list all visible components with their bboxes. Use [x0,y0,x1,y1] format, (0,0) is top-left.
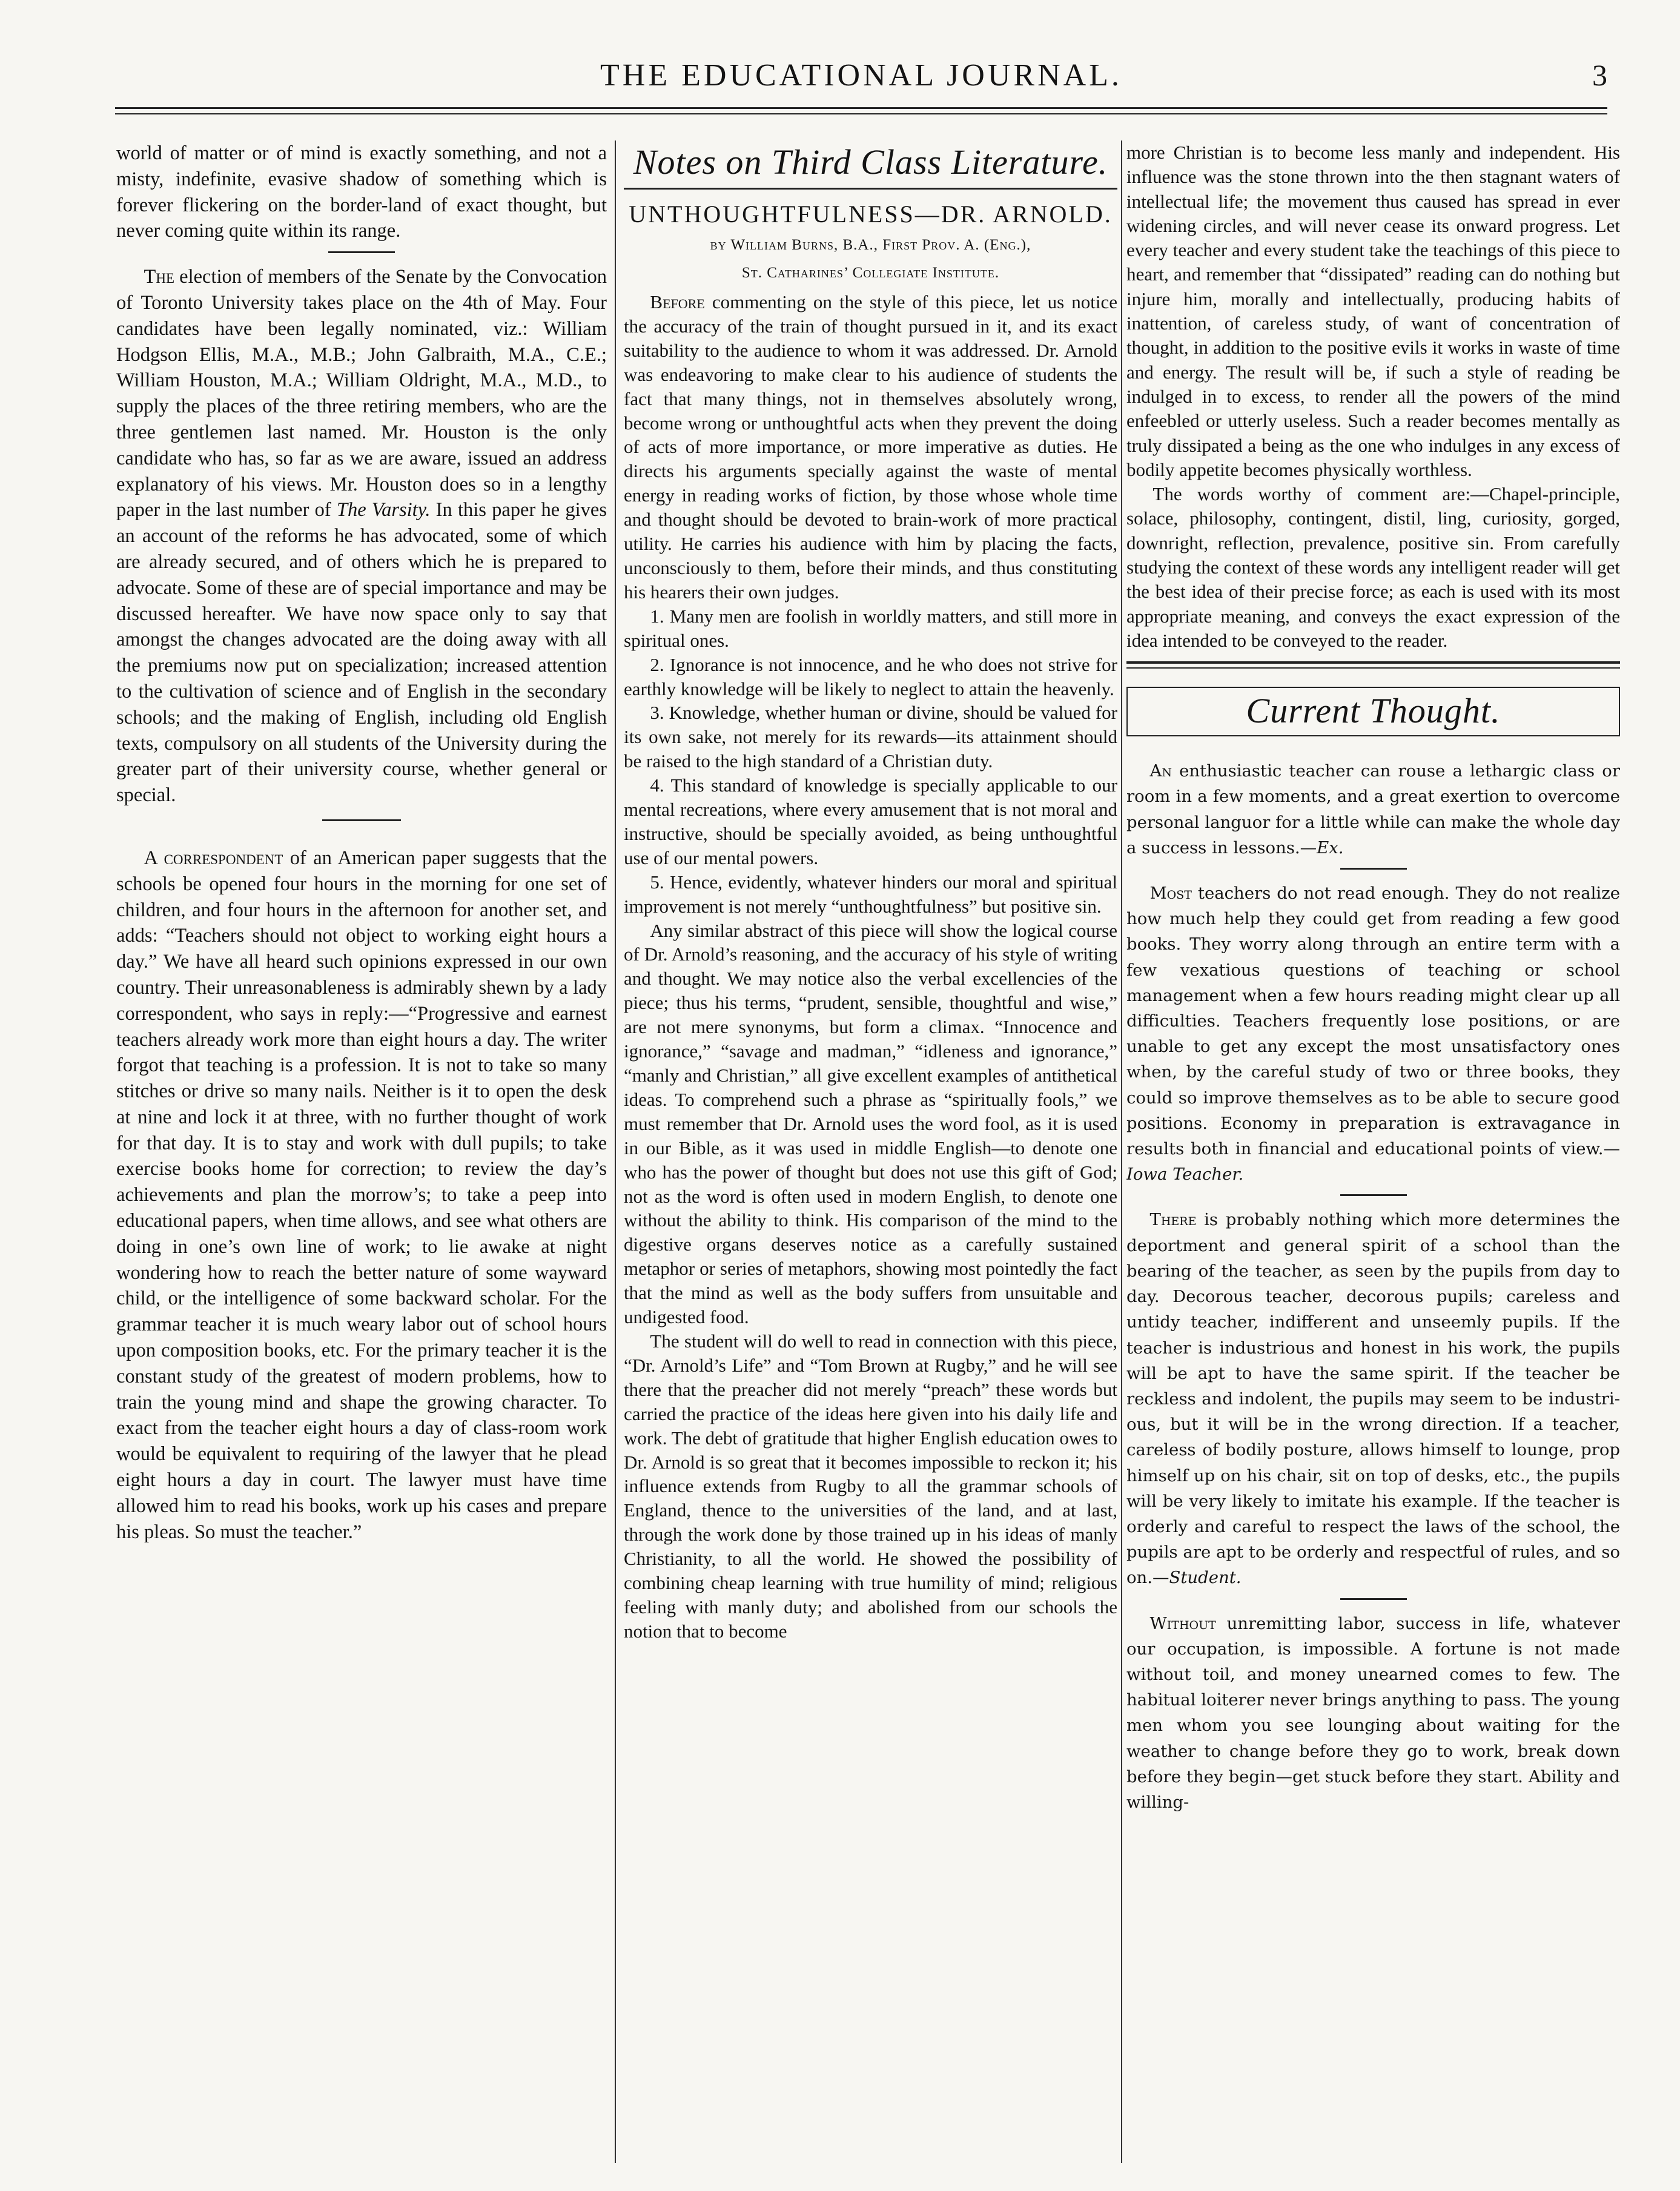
lead-word: Without [1149,1613,1216,1633]
column-right [1126,140,1620,2163]
section-title: Notes on Third Class Literature. [633,142,1108,182]
column-middle [624,140,1117,2163]
journal-title: THE EDUCATIONAL JOURNAL. [600,58,1122,93]
byline-institution: St. Catharines’ Collegiate Institute. [741,265,1000,281]
paragraph: The student will do well to read in connection with this piece, “Dr. Arnold’s Life” and “Tom Brown at Rugby,” and he will see there that the preacher did not merely “preach” these words but carried the practice of the ideas here given into his daily life and work. The debt of gratitude that higher English education owes to Dr. Arnold is so great that it becomes impossible to reckon it; his influence extends from Rugby to all the grammar schools of England, thence to the universities of the land, and at last, through the work done by those trained up in his ideas of manly Christianity, to all the world. He showed the possibility of combining cheap learning with true humility of mind; religious feeling with manly duty; and abolished from our schools the notion that to become [624,1330,1117,1642]
lead-word: An [1149,761,1172,781]
quote-item [1126,1207,1620,1590]
paragraph-text: election of members of the Senate by the Convocation of Toronto University takes place on the 4th of May. Four candidates have been legally nominated, viz.: William Hodgson Ellis, M.A., M.B.; John Galbraith, M.A., C.E.; William Houston, M.A.; William Oldright, M.A., M.D., to supply the places of the three retiring members, who are the three gentlemen last named. Mr. Houston is the only candidate who has, so far as we are aware, issued an address explanatory of his views. Mr. Houston does so in a lengthy paper in the last number of [116,266,607,521]
quote-item [1126,758,1620,861]
paragraph: world of matter or of mind is exactly something, and not a misty, indefinite, evasive shadow of something which is forever flickering on the border-land of exact thought, but never coming quite within its range. [116,142,607,242]
paragraph: more Christian is to become less manly and independent. His influence was the stone thrown into the then stagnant waters of intellectual life; the movement thus caused has spread in ever widening circles, and will never cease its onward progress. Let every teacher and every student take the teachings of this piece to heart, and remember that “dissipated” reading can do nothing but injure him, morally and intellectually, producing habits of inattention, of careless study, of want of concentration of thought, in addition to the positive evils it works in waste of time and energy. The result will be, if such a style of reading be indulged in to excess, to render all the powers of the mind enfeebled or utterly useless. Such a reader becomes mentally as truly dissipated a being as the one who indulges in any excess of bodily appetite becomes physically worthless. [1126,142,1620,480]
list-item: 4. This standard of knowledge is specially applicable to our mental recreations, where every amusement that is not moral and instructive, should be specially avoided, as being unthoughtful use of our mental powers. [624,775,1117,868]
paragraph-text: of an American paper suggests that the schools be opened four hours in the morning for one set of children, and four hours in the afternoon for another set, and adds: “Teachers should not object to working eight hours a day.” We have all heard such opinions expressed in our own country. Their unreasonableness is admirably shewn by a lady correspondent, who says in reply:—“Progressive and earnest teachers already work more than eight hours a day. The writer forgot that teaching is a profession. It is not to take so many stitches or drive so many nails. Neither is it to open the desk at nine and lock it at three, with no further thought of work for that day. It is to stay and work with dull pupils; to take exercise books home for correction; to review the day’s achievements and plan the morrow’s; to take a peep into educational papers, when time allows, and see what others are doing in one’s own line of work; to lie awake at night wondering how to reach the better nature of some wayward child, or the intelligence of some backward scholar. For the grammar teacher it is much weary labor out of school hours upon composition books, etc. For the primary teacher it is the constant study of the greatest of modern problems, how to train the young mind and shape the growing character. To exact from the teacher eight hours a day of class-room work would be equivalent to requiring of the lawyer that he plead eight hours a day in court. The lawyer must have time allowed him to read his books, work up his cases and prepare his pleas. So must the teacher.” [116,847,607,1543]
page-header [115,58,1607,118]
paragraph-correspondent [116,845,607,1545]
column-divider [1121,140,1122,2163]
header-rule-thin [115,113,1607,114]
column-divider [615,140,616,2163]
section-title-box [1126,687,1620,736]
separator-rule [1340,1598,1407,1600]
paragraph: The words worthy of comment are:—Chapel-principle, solace, philosophy, contingent, distil, ling, curiosity, gorged, downright, reflection, prevalence, positive sin. From carefully studying the context of these words any intelligent reader will get the best idea of their precise force; as each is used with its most appropriate meaning, and conveys the exact expression of the idea intended to be conveyed to the reader. [1126,483,1620,651]
section-rule-thin [1126,667,1620,669]
lead-word: Most [1149,884,1192,904]
lead-word: There [1149,1210,1197,1230]
quote-source: Iowa Teacher. [1126,1165,1244,1185]
quote-item [1126,1611,1620,1816]
article-subtitle: UNTHOUGHTFULNESS—DR. ARNOLD. [629,200,1113,228]
quote-item [1126,881,1620,1187]
header-rule [115,107,1607,109]
lead-word: Before [650,291,705,312]
page-number: 3 [1592,58,1607,92]
paragraph-senate-election [116,264,607,808]
section-title: Current Thought. [1246,691,1501,731]
quote-text: enthusiastic teacher can rouse a lethargic class or room in a few moments, and a great exertion to overcome personal languor for a little while can make the whole day a success in lessons.— [1126,761,1620,858]
quote-source: Ex. [1317,838,1344,858]
current-thought-body [1126,758,1620,1815]
section-rule [1126,661,1620,664]
quote-text: teachers do not read enough. They do not realize how much help they could get from reading a few good books. They worry along through an entire term with a few vexatious questions of teaching or school management when a few hours reading might clear up all difficulties. Teachers frequently lose positions, or are unable to get any except the most unsatisfactory ones when, by the careful study of two or three books, they could so improve themselves as to be able to secure good positions. Economy in preparation is extravagance in results both in financial and educational points of view.— [1126,884,1620,1159]
paragraph: Any similar abstract of this piece will show the logical course of Dr. Arnold’s reasoning, and the accuracy of his style of writing and thought. We may notice also the verbal excellencies of the piece; thus his terms, “prudent, sensible, thoughtful and wise,” are not mere synonyms, but form a climax. “Innocence and ignorance,” “savage and madman,” “idleness and ignorance,” “manly and Christian,” all give excellent examples of antithetical ideas. To comprehend such a phrase as “spiritually fools,” we must remember that Dr. Arnold uses the word fool, as it is used in our Bible, as it was used in middle English—to denote one who has the power of thought but does not use this gift of God; not as the word is often used in modern English, to denote one without the ability to think. His comparison of the mind to the digestive organs deserves notice as a carefully sustained metaphor or series of metaphors, showing most pointedly the fact that the mind as well as the body suffers from unsuitable and undigested food. [624,919,1117,1328]
quote-text: is probably nothing which more determines the deportment and general spirit of a school than the bearing of the teacher, as seen by the pupils from day to day. Decorous teacher, decorous pupils; careless and untidy teacher, indifferent and unseemly pupils. If the teacher is industrious and honest in his work, the pupils will be apt to have the same spirit. If the teacher be reckless and indolent, the pupils may seem to be industrious, but it will be in the wrong direction. If a teacher, careless of bodily posture, allows himself to lounge, prop himself up on his chair, sit on top of desks, etc., the pupils will be very likely to imitate his example. If the teacher is orderly and careful to respect the laws of the school, the pupils are apt to be orderly and respectful of rules, and so on.— [1126,1210,1620,1588]
list-item: 2. Ignorance is not innocence, and he who does not strive for earthly knowledge will be likely to neglect to attain the heavenly. [624,653,1117,699]
lead-word: The [144,266,175,288]
paragraph-text: In this paper he gives an account of the reforms he has advocated, some of which are already secured, and of others which he is prepared to advocate. Some of these are of special importance and may be discussed hereafter. We have now space only to say that amongst the changes advocated are the doing away with all the premiums now put on specialization; increased attention to the cultivation of science and of English in the secondary schools; and the making of English, including old English texts, compulsory on all students of the University during the greater part of their university course, whether general or special. [116,499,607,807]
list-item: 5. Hence, evidently, whatever hinders our moral and spiritual improvement is not merely “unthoughtfulness” but positive sin. [624,871,1117,917]
list-item: 3. Knowledge, whether human or divine, should be valued for its own sake, not merely for its rewards—its attainment should be raised to the high standard of a Christian duty. [624,702,1117,772]
separator-rule [322,819,401,821]
title-rule [624,188,1117,190]
publication-title: The Varsity. [336,499,431,521]
byline: by William Burns, B.A., First Prov. A. (Eng.), [710,237,1031,253]
quote-source: Student. [1169,1568,1242,1588]
separator-rule [1340,868,1407,870]
separator-rule [1340,1194,1407,1196]
paragraph-intro [624,290,1117,604]
paragraph-text: commenting on the style of this piece, let us notice the accuracy of the train of thought pursued in it, and its exact suitability to the audience to whom it was addressed. Dr. Arnold was endeavoring to make clear to his audience of students the fact that many things, not in themselves absolutely wrong, become wrong or unthoughtful acts when they prevent the doing of acts of more importance, or more imperative as duties. He directs his arguments specially against the waste of mental energy in reading works of fiction, by those whose whole time and thought should be devoted to brain-work of more practical utility. He carries his audience with him by placing the facts, unconsciously to them, before their minds, and thus constituting his hearers their own judges. [624,291,1117,603]
quote-text: unremitting labor, success in life, whatever our occupation, is impossible. A fortune is not made without toil, and money unearned comes to few. The habitual loiterer never brings anything to pass. The young men whom you see lounging about waiting for the weather to change before they go to work, break down before they begin—get stuck before they start. Ability and willing- [1126,1613,1620,1812]
column-left [116,140,607,2163]
list-item: 1. Many men are foolish in worldly matters, and still more in spiritual ones. [624,605,1117,651]
separator-rule [328,251,395,253]
lead-word: A correspondent [144,847,283,869]
